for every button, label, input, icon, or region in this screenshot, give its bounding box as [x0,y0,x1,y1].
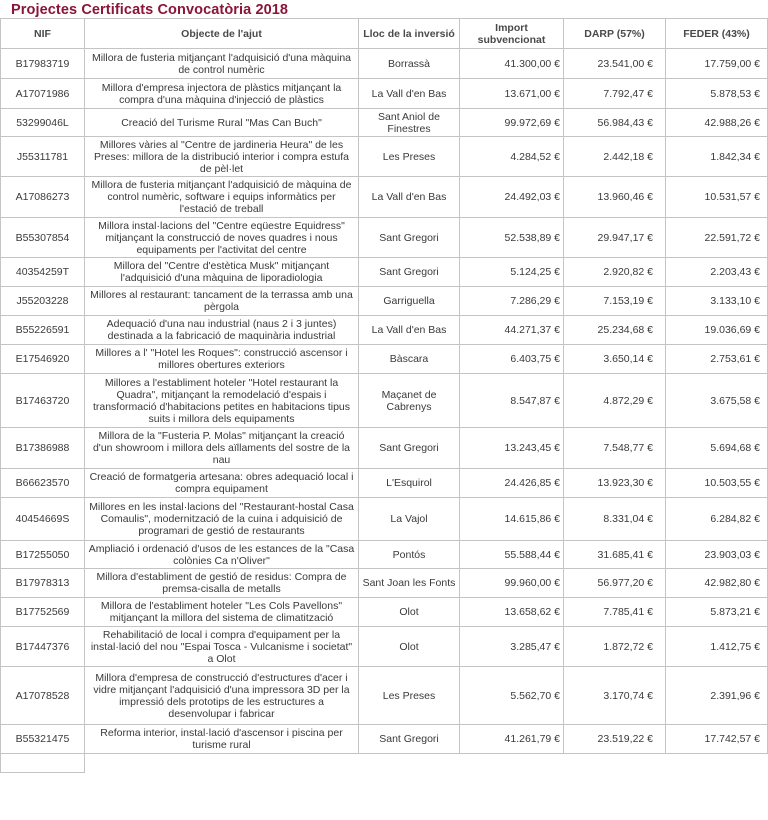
table-header-row [1,19,768,49]
cell-lloc: La Vall d'en Bas [359,177,460,218]
cell-feder: 2.203,43 € [666,258,768,287]
cell-lloc: La Vajol [359,498,460,541]
cell-nif: B55307854 [1,218,85,258]
cell-import: 44.271,37 € [460,316,564,345]
cell-import: 5.124,25 € [460,258,564,287]
cell-objecte: Millora d'establiment de gestió de residus: Compra de premsa-cisalla de metalls [85,569,359,598]
cell-nif: 40354259T [1,258,85,287]
cell-nif: B17447376 [1,627,85,667]
cell-import: 41.261,79 € [460,725,564,754]
cell-feder: 23.903,03 € [666,541,768,569]
cell-feder: 2.753,61 € [666,345,768,374]
cell-feder: 3.133,10 € [666,287,768,316]
cell-feder: 17.742,57 € [666,725,768,754]
cell-lloc: Sant Aniol de Finestres [359,109,460,137]
cell-objecte: Millores vàries al "Centre de jardineria Heura" de les Preses: millora de la distribució interior i compra estufa de pèl·let [85,137,359,177]
cell-darp: 23.541,00 € [564,49,666,79]
header-lloc: Lloc de la inversió [359,19,460,49]
cell-import: 13.671,00 € [460,79,564,109]
cell-darp: 13.960,46 € [564,177,666,218]
cell-feder: 1.412,75 € [666,627,768,667]
cell-feder: 6.284,82 € [666,498,768,541]
table-row [1,498,768,541]
cell-objecte: Creació de formatgeria artesana: obres adequació local i compra equipament [85,469,359,498]
cell-objecte: Millora instal·lacions del "Centre eqüestre Equidress" mitjançant la construcció de noves quadres i nous equipaments per l'activitat del centre [85,218,359,258]
table-row [1,345,768,374]
cell-darp: 31.685,41 € [564,541,666,569]
table-row [1,469,768,498]
cell-feder: 3.675,58 € [666,374,768,428]
cell-nif: J55311781 [1,137,85,177]
cell-nif: 40454669S [1,498,85,541]
cell-lloc: La Vall d'en Bas [359,316,460,345]
header-import: Import subvencionat [460,19,564,49]
cell-objecte: Creació del Turisme Rural "Mas Can Buch" [85,109,359,137]
page-title: Projectes Certificats Convocatòria 2018 [11,2,289,18]
cell-import: 52.538,89 € [460,218,564,258]
cell-darp: 7.792,47 € [564,79,666,109]
cell-feder: 2.391,96 € [666,667,768,725]
cell-nif: B17463720 [1,374,85,428]
table-row [1,725,768,754]
spacer-cell [85,754,359,773]
cell-objecte: Millores al restaurant: tancament de la terrassa amb una pèrgola [85,287,359,316]
cell-lloc: Maçanet de Cabrenys [359,374,460,428]
cell-import: 24.426,85 € [460,469,564,498]
cell-objecte: Reforma interior, instal·lació d'ascensor i piscina per turisme rural [85,725,359,754]
cell-feder: 42.988,26 € [666,109,768,137]
table-row [1,109,768,137]
cell-nif: A17078528 [1,667,85,725]
cell-lloc: Sant Gregori [359,725,460,754]
header-darp: DARP (57%) [564,19,666,49]
cell-feder: 10.531,57 € [666,177,768,218]
cell-feder: 5.878,53 € [666,79,768,109]
cell-darp: 56.977,20 € [564,569,666,598]
cell-darp: 56.984,43 € [564,109,666,137]
cell-feder: 5.694,68 € [666,428,768,469]
cell-nif: B17386988 [1,428,85,469]
cell-import: 24.492,03 € [460,177,564,218]
cell-lloc: Olot [359,598,460,627]
cell-lloc: Les Preses [359,137,460,177]
cell-lloc: Garriguella [359,287,460,316]
spacer-cell [564,754,666,773]
cell-import: 99.972,69 € [460,109,564,137]
table-row [1,218,768,258]
cell-objecte: Ampliació i ordenació d'usos de les estances de la "Casa colònies Ca n'Oliver" [85,541,359,569]
cell-darp: 7.548,77 € [564,428,666,469]
cell-lloc: Sant Gregori [359,428,460,469]
cell-nif: B17752569 [1,598,85,627]
cell-import: 41.300,00 € [460,49,564,79]
header-objecte: Objecte de l'ajut [85,19,359,49]
cell-darp: 3.650,14 € [564,345,666,374]
header-nif: NIF [1,19,85,49]
cell-darp: 3.170,74 € [564,667,666,725]
cell-lloc: Olot [359,627,460,667]
cell-nif: J55203228 [1,287,85,316]
cell-import: 55.588,44 € [460,541,564,569]
table-body [1,49,768,773]
cell-feder: 19.036,69 € [666,316,768,345]
cell-objecte: Millora de fusteria mitjançant l'adquisició de màquina de control numèric, software i equips informàtics per l'estació de treball [85,177,359,218]
cell-import: 99.960,00 € [460,569,564,598]
cell-nif: B66623570 [1,469,85,498]
table-row [1,316,768,345]
cell-nif: E17546920 [1,345,85,374]
cell-objecte: Millora d'empresa injectora de plàstics mitjançant la compra d'una màquina d'injecció de plàstics [85,79,359,109]
cell-lloc: L'Esquirol [359,469,460,498]
table-row [1,49,768,79]
cell-lloc: Pontós [359,541,460,569]
cell-feder: 22.591,72 € [666,218,768,258]
cell-lloc: Sant Gregori [359,258,460,287]
table-row [1,428,768,469]
cell-import: 13.243,45 € [460,428,564,469]
cell-objecte: Millora de l'establiment hoteler "Les Cols Pavellons" mitjançant la millora del sistema de climatització [85,598,359,627]
table-row [1,667,768,725]
cell-import: 13.658,62 € [460,598,564,627]
cell-feder: 5.873,21 € [666,598,768,627]
cell-feder: 1.842,34 € [666,137,768,177]
cell-feder: 10.503,55 € [666,469,768,498]
cell-nif: B55321475 [1,725,85,754]
cell-import: 8.547,87 € [460,374,564,428]
cell-lloc: Sant Gregori [359,218,460,258]
table-row [1,374,768,428]
cell-darp: 1.872,72 € [564,627,666,667]
cell-import: 5.562,70 € [460,667,564,725]
cell-objecte: Millores a l'establiment hoteler "Hotel restaurant la Quadra", mitjançant la remodelació d'espais i transformació d'habitacions petites en habitacions tipus suits i millora dels equipaments [85,374,359,428]
table-row [1,541,768,569]
spacer-cell [359,754,460,773]
table-row [1,137,768,177]
cell-import: 3.285,47 € [460,627,564,667]
cell-import: 7.286,29 € [460,287,564,316]
cell-nif: B17255050 [1,541,85,569]
table-row [1,627,768,667]
cell-darp: 13.923,30 € [564,469,666,498]
cell-darp: 7.153,19 € [564,287,666,316]
cell-darp: 4.872,29 € [564,374,666,428]
cell-objecte: Millores en les instal·lacions del "Restaurant-hostal Casa Comaulis", modernització de la cuina i adquisició de programari de gestió de restaurants [85,498,359,541]
cell-objecte: Millores a l' "Hotel les Roques": construcció ascensor i millores obertures exteriors [85,345,359,374]
cell-lloc: Bàscara [359,345,460,374]
cell-import: 14.615,86 € [460,498,564,541]
cell-objecte: Millora d'empresa de construcció d'estructures d'acer i vidre mitjançant l'adquisició d'una impressora 3D per la impressió dels prototips de les estructures a desenvolupar i fabricar [85,667,359,725]
cell-nif: B17978313 [1,569,85,598]
cell-nif: B17983719 [1,49,85,79]
cell-darp: 7.785,41 € [564,598,666,627]
table-spacer-row [1,754,768,773]
cell-nif: A17071986 [1,79,85,109]
table-row [1,287,768,316]
cell-darp: 23.519,22 € [564,725,666,754]
spacer-cell [666,754,768,773]
cell-nif: B55226591 [1,316,85,345]
cell-nif: 53299046L [1,109,85,137]
cell-objecte: Rehabilitació de local i compra d'equipament per la instal·lació del nou "Espai Tosca - Vulcanisme i societat" a Olot [85,627,359,667]
cell-objecte: Adequació d'una nau industrial (naus 2 i 3 juntes) destinada a la fabricació de maquinària industrial [85,316,359,345]
projects-table [0,18,768,773]
cell-lloc: La Vall d'en Bas [359,79,460,109]
table-row [1,177,768,218]
cell-objecte: Millora de la "Fusteria P. Molas" mitjançant la creació d'un showroom i millora dels aïllaments del sostre de la nau [85,428,359,469]
cell-lloc: Les Preses [359,667,460,725]
cell-objecte: Millora del "Centre d'estètica Musk" mitjançant l'adquisició d'una màquina de liporadiologia [85,258,359,287]
spacer-cell [460,754,564,773]
table-row [1,258,768,287]
table-row [1,79,768,109]
cell-darp: 2.442,18 € [564,137,666,177]
table-row [1,569,768,598]
cell-lloc: Borrassà [359,49,460,79]
cell-feder: 42.982,80 € [666,569,768,598]
spacer-cell [1,754,85,773]
cell-import: 6.403,75 € [460,345,564,374]
cell-darp: 29.947,17 € [564,218,666,258]
cell-darp: 25.234,68 € [564,316,666,345]
cell-darp: 2.920,82 € [564,258,666,287]
cell-nif: A17086273 [1,177,85,218]
table-row [1,598,768,627]
cell-objecte: Millora de fusteria mitjançant l'adquisició d'una màquina de control numèric [85,49,359,79]
cell-import: 4.284,52 € [460,137,564,177]
cell-feder: 17.759,00 € [666,49,768,79]
cell-darp: 8.331,04 € [564,498,666,541]
cell-lloc: Sant Joan les Fonts [359,569,460,598]
header-feder: FEDER (43%) [666,19,768,49]
